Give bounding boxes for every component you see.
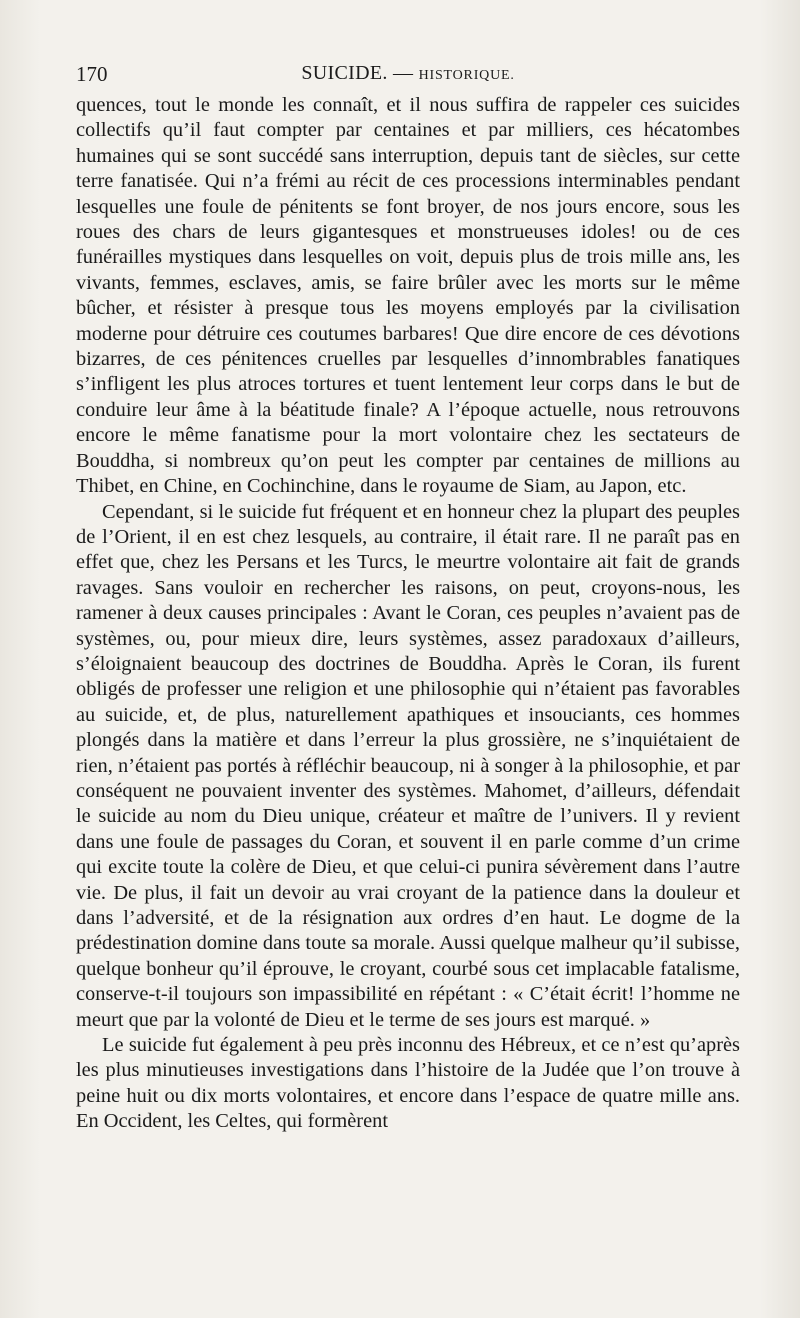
- title-separator: —: [392, 62, 414, 84]
- running-header: [76, 62, 740, 92]
- paragraph-hebreux: Le suicide fut également à peu près inconnu des Hébreux, et ce n’est qu’après les plus minutieuses investigations dans l’histoire de la Judée que l’on trouve à peine huit ou dix morts volontaires, et encore dans l’espace de quatre mille ans. En Occident, les Celtes, qui formèrent: [76, 1034, 740, 1133]
- body-text: [76, 93, 740, 1135]
- chapter-subtitle: HISTORIQUE.: [418, 68, 515, 83]
- page-number: 170: [76, 62, 108, 86]
- paragraph-continuation: quences, tout le monde les connaît, et il nous suffira de rappeler ces suicides collectifs qu’il faut compter par centaines et par milliers, ces hécatombes humaines qui se sont succédé sans interruption, depuis tant de siècles, sur cette terre fanatisée. Qui n’a frémi au récit de ces processions interminables pendant lesquelles une foule de pénitents se font broyer, de nos jours encore, sous les roues des chars de leurs gigantesques et monstrueuses idoles! ou de ces funérailles mystiques dans lesquelles on voit, depuis plus de trois mille ans, les vivants, femmes, esclaves, amis, se faire brûler avec les morts sur le même bûcher, et résister à presque tous les moyens employés par la civilisation moderne pour détruire ces coutumes barbares! Que dire encore de ces dévotions bizarres, de ces pénitences cruelles par lesquelles d’innombrables fanatiques s’infligent les plus atroces tortures et tuent lentement leur corps dans le but de conduire leur âme à la béatitude finale? A l’époque actuelle, nous retrouvons encore le même fanatisme pour la mort volontaire chez les sectateurs de Bouddha, si nombreux qu’on peut les compter par centaines de millions au Thibet, en Chine, en Cochinchine, dans le royaume de Siam, au Japon, etc.: [76, 94, 740, 498]
- chapter-title: SUICIDE.: [301, 62, 388, 84]
- running-title: [76, 62, 740, 85]
- paragraph-orient: Cependant, si le suicide fut fréquent et en honneur chez la plupart des peuples de l’Orient, il en est chez lesquels, au contraire, il était rare. Il ne paraît pas en effet que, chez les Persans et les Turcs, le meurtre volontaire ait fait de grands ravages. Sans vouloir en rechercher les raisons, on peut, croyons-nous, les ramener à deux causes principales : Avant le Coran, ces peuples n’avaient pas de systèmes, ou, pour mieux dire, leurs systèmes, assez paradoxaux d’ailleurs, s’éloignaient beaucoup des doctrines de Bouddha. Après le Coran, ils furent obligés de professer une religion et une philosophie qui n’étaient pas favorables au suicide, et, de plus, naturellement apathiques et insouciants, ces hommes plongés dans la matière et dans l’erreur la plus grossière, ne s’inquiétaient de rien, n’étaient pas portés à réfléchir beaucoup, ni à songer à la philosophie, et par conséquent ne pouvaient inventer des systèmes. Mahomet, d’ailleurs, défendait le suicide au nom du Dieu unique, créateur et maître de l’univers. Il y revient dans une foule de passages du Coran, et souvent il en parle comme d’un crime qui excite toute la colère de Dieu, et que celui-ci punira sévèrement dans l’autre vie. De plus, il fait un devoir au vrai croyant de la patience dans la douleur et dans l’adversité, et de la résignation aux ordres d’en haut. Le dogme de la prédestination domine dans toute sa morale. Aussi quelque malheur qu’il subisse, quelque bonheur qu’il éprouve, le croyant, courbé sous cet implacable fatalisme, conserve-t-il toujours son impassibilité en répétant : « C’était écrit! l’homme ne meurt que par la volonté de Dieu et le terme de ses jours est marqué. »: [76, 500, 740, 1031]
